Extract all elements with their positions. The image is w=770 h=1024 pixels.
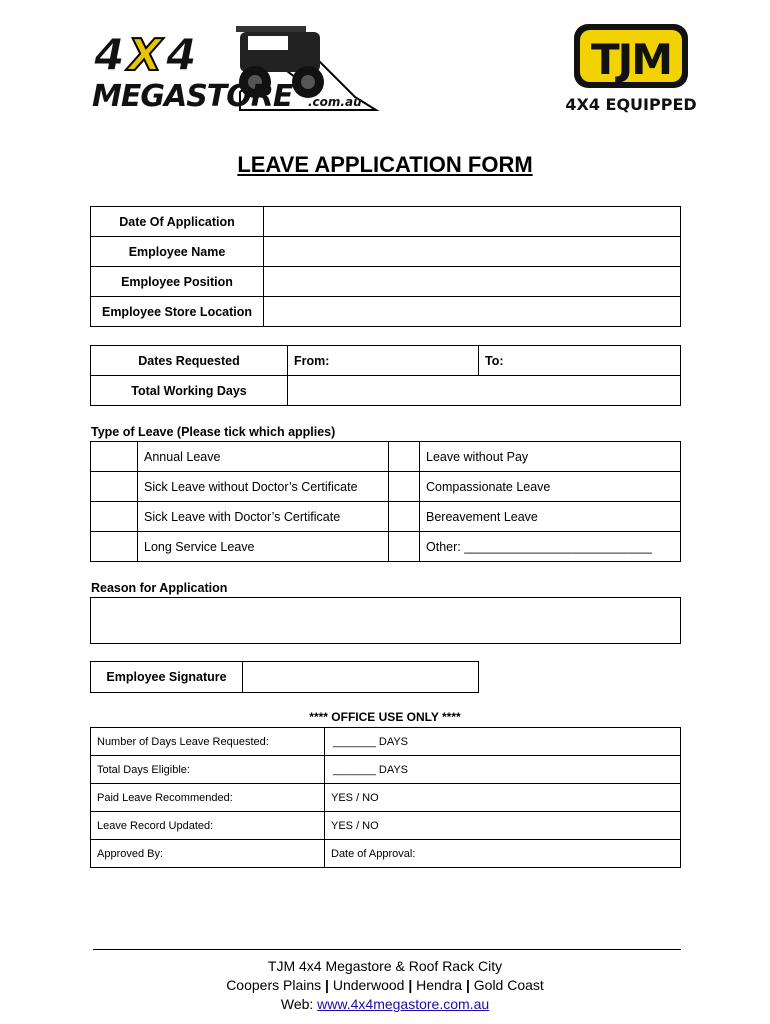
- table-row: [91, 346, 681, 376]
- bereavement-leave-checkbox[interactable]: [389, 502, 420, 532]
- table-row: [91, 756, 681, 784]
- office-row-label: Total Days Eligible:: [91, 756, 325, 784]
- sick-leave-no-cert-label: Sick Leave without Doctor’s Certificate: [138, 472, 389, 502]
- annual-leave-checkbox[interactable]: [91, 442, 138, 472]
- table-row: [91, 784, 681, 812]
- annual-leave-label: Annual Leave: [138, 442, 389, 472]
- compassionate-leave-checkbox[interactable]: [389, 472, 420, 502]
- compassionate-leave-label: Compassionate Leave: [420, 472, 681, 502]
- location-item: Underwood: [332, 977, 405, 993]
- from-label: From:: [294, 353, 330, 368]
- table-row: [91, 237, 681, 267]
- dates-table: [90, 345, 681, 406]
- location-item: Coopers Plains: [226, 977, 322, 993]
- table-row: [91, 376, 681, 406]
- to-field[interactable]: [479, 346, 681, 376]
- to-label: To:: [485, 353, 504, 368]
- table-row: [91, 267, 681, 297]
- dates-requested-label: Dates Requested: [91, 346, 288, 376]
- office-row-value[interactable]: [325, 756, 681, 784]
- other-leave-checkbox[interactable]: [389, 532, 420, 562]
- table-row: [91, 662, 479, 693]
- employee-store-location-field[interactable]: [264, 297, 681, 327]
- web-label: Web:: [280, 996, 318, 1012]
- svg-text:X: X: [128, 30, 162, 81]
- date-of-application-field[interactable]: [264, 207, 681, 237]
- footer-company: TJM 4x4 Megastore & Roof Rack City: [267, 958, 503, 974]
- svg-text:MEGASTORE: MEGASTORE: [92, 79, 293, 114]
- reason-label: Reason for Application: [91, 581, 228, 595]
- sick-leave-with-cert-checkbox[interactable]: [91, 502, 138, 532]
- footer-web: [0, 996, 770, 1012]
- signature-table: [90, 661, 479, 693]
- table-row: [91, 472, 681, 502]
- days-eligible-value: _______ DAYS: [333, 763, 409, 776]
- table-row: [91, 728, 681, 756]
- paid-leave-recommended-value[interactable]: YES / NO: [325, 784, 681, 812]
- svg-text:4X4 EQUIPPED: 4X4 EQUIPPED: [565, 95, 697, 114]
- table-row: [91, 297, 681, 327]
- leave-record-updated-value[interactable]: YES / NO: [325, 812, 681, 840]
- reason-field[interactable]: [90, 597, 681, 644]
- office-row-label: Number of Days Leave Requested:: [91, 728, 325, 756]
- svg-text:.com.au: .com.au: [308, 95, 362, 109]
- sick-leave-no-cert-checkbox[interactable]: [91, 472, 138, 502]
- office-use-title: **** OFFICE USE ONLY ****: [309, 710, 461, 724]
- svg-text:TJM: TJM: [590, 35, 672, 84]
- table-row: [91, 502, 681, 532]
- long-service-leave-checkbox[interactable]: [91, 532, 138, 562]
- employee-name-field[interactable]: [264, 237, 681, 267]
- footer-locations: Coopers Plains | Underwood | Hendra | Gold Coast: [226, 977, 544, 993]
- leave-without-pay-checkbox[interactable]: [389, 442, 420, 472]
- employee-name-label: Employee Name: [91, 237, 264, 267]
- type-of-leave-label: Type of Leave (Please tick which applies): [91, 425, 336, 439]
- website-link[interactable]: www.4x4megastore.com.au: [317, 996, 490, 1012]
- other-leave-label: Other: ___________________________: [420, 532, 681, 562]
- from-field[interactable]: [288, 346, 479, 376]
- date-of-application-label: Date Of Application: [91, 207, 264, 237]
- office-row-label: Leave Record Updated:: [91, 812, 325, 840]
- footer-divider: [93, 949, 681, 950]
- location-item: Hendra: [416, 977, 463, 993]
- table-row: [91, 812, 681, 840]
- total-working-days-field[interactable]: [288, 376, 681, 406]
- long-service-leave-label: Long Service Leave: [138, 532, 389, 562]
- sick-leave-with-cert-label: Sick Leave with Doctor’s Certificate: [138, 502, 389, 532]
- leave-type-table: [90, 441, 681, 562]
- tjm-logo: [565, 22, 697, 114]
- office-row-value[interactable]: [325, 728, 681, 756]
- total-working-days-label: Total Working Days: [91, 376, 288, 406]
- employee-position-field[interactable]: [264, 267, 681, 297]
- employee-details-table: [90, 206, 681, 327]
- days-requested-value: _______ DAYS: [333, 735, 409, 748]
- table-row: [91, 840, 681, 868]
- employee-signature-field[interactable]: [243, 662, 479, 693]
- location-item: Gold Coast: [473, 977, 544, 993]
- svg-text:4: 4: [166, 30, 197, 81]
- 4x4-megastore-logo: [90, 22, 376, 112]
- approved-by-field[interactable]: Approved By:: [91, 840, 325, 868]
- leave-without-pay-label: Leave without Pay: [420, 442, 681, 472]
- date-of-approval-field[interactable]: Date of Approval:: [325, 840, 681, 868]
- table-row: [91, 532, 681, 562]
- employee-signature-label: Employee Signature: [91, 662, 243, 693]
- office-use-table: [90, 727, 681, 868]
- office-row-label: Paid Leave Recommended:: [91, 784, 325, 812]
- form-title: LEAVE APPLICATION FORM: [237, 152, 533, 177]
- employee-store-location-label: Employee Store Location: [91, 297, 264, 327]
- employee-position-label: Employee Position: [91, 267, 264, 297]
- bereavement-leave-label: Bereavement Leave: [420, 502, 681, 532]
- svg-text:4: 4: [94, 30, 125, 81]
- table-row: [91, 207, 681, 237]
- table-row: [91, 442, 681, 472]
